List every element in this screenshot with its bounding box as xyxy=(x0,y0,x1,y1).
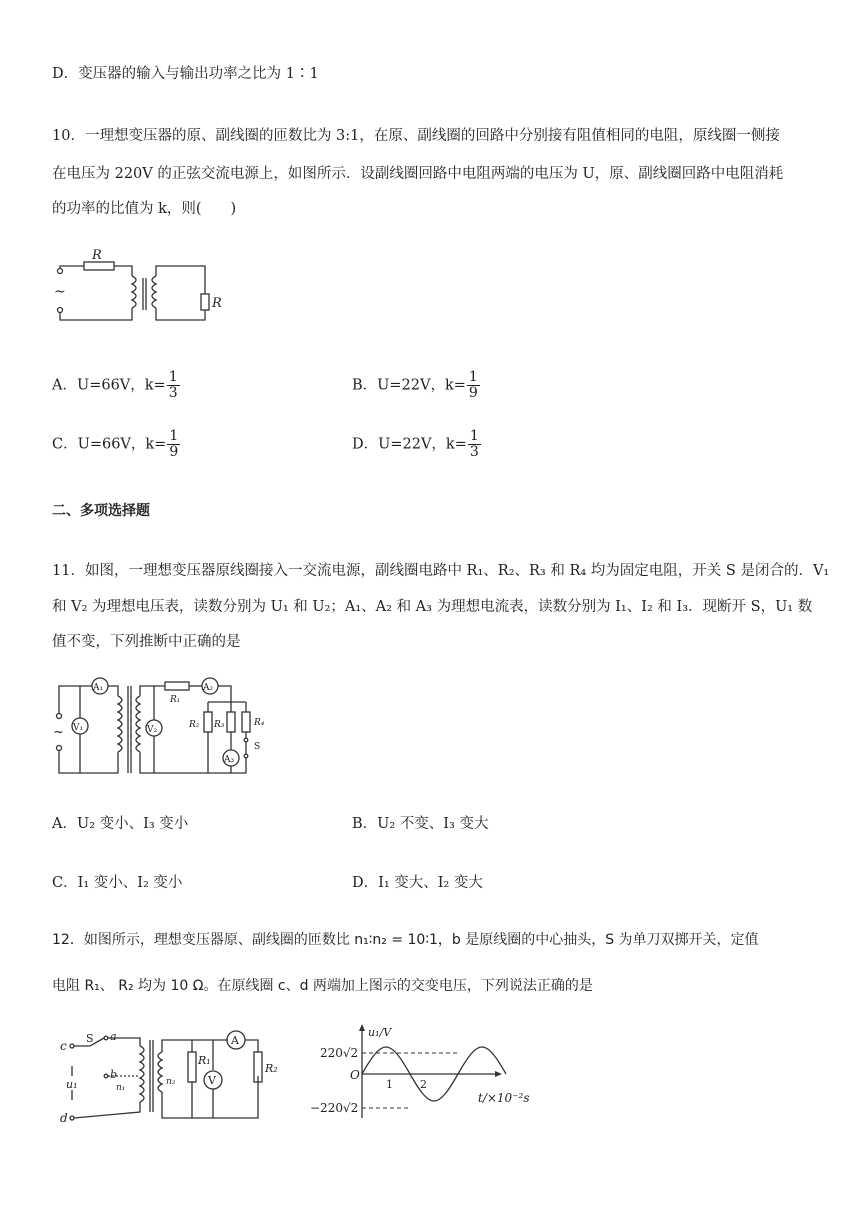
q12-voltage-graph xyxy=(306,1022,598,1122)
q12-graph-y-label: u₁/V xyxy=(368,1026,392,1039)
q12-voltmeter-label: V xyxy=(208,1074,216,1087)
q11-option-d[interactable]: D．I₁ 变大、I₂ 变大 xyxy=(352,875,483,891)
q10-terminal-bottom xyxy=(58,308,63,313)
q12-graph-tick-2: 2 xyxy=(420,1078,427,1091)
q11-r4-label: R₄ xyxy=(254,718,265,728)
q11-a1-label: A₁ xyxy=(93,683,104,693)
q11-option-b[interactable]: B．U₂ 不变、I₃ 变大 xyxy=(352,816,489,832)
arrow-icon xyxy=(359,1024,365,1031)
q12-switch-label: S xyxy=(86,1032,94,1045)
q10-secondary-coil xyxy=(152,276,156,308)
q12-graph-ymin-label: −220√2 xyxy=(310,1101,359,1115)
q12-resistor-r1 xyxy=(188,1052,196,1082)
q12-terminal-c-label: c xyxy=(60,1039,67,1053)
q11-v1-label: V₁ xyxy=(73,723,84,733)
q10-text-line3: 的功率的比值为 k，则( ) xyxy=(52,201,237,217)
q11-v2-label: V₂ xyxy=(147,725,158,735)
q11-r3-label: R₃ xyxy=(214,720,225,730)
q10-option-a[interactable] xyxy=(52,370,180,401)
q10-option-b-text: B．U=22V，k= xyxy=(352,377,466,394)
q11-a2-label: A₂ xyxy=(203,683,214,693)
fraction-numerator: 1 xyxy=(469,428,479,444)
q12-n1-label: n₁ xyxy=(116,1083,126,1093)
q10-option-a-text: A．U=66V，k= xyxy=(52,377,166,394)
q12-secondary-coil xyxy=(158,1052,162,1092)
q10-option-c-text: C．U=66V，k= xyxy=(52,436,167,453)
q10-ac-source-symbol: ~ xyxy=(54,284,66,300)
q10-terminal-top xyxy=(58,269,63,274)
fraction-denominator: 9 xyxy=(169,444,179,460)
fraction-numerator: 1 xyxy=(169,428,179,444)
fraction-numerator: 1 xyxy=(468,369,478,385)
q10-option-b-fraction xyxy=(467,370,480,401)
q10-option-b[interactable] xyxy=(352,370,480,401)
q12-ammeter-label: A xyxy=(231,1034,239,1047)
arrow-icon xyxy=(495,1071,502,1077)
q12-graph-x-label: t/×10⁻²s xyxy=(478,1091,530,1105)
q10-option-d[interactable] xyxy=(352,429,481,460)
fraction-denominator: 9 xyxy=(468,385,478,401)
q11-r1-label: R₁ xyxy=(170,695,181,705)
section-heading: 二、多项选择题 xyxy=(52,503,150,519)
q12-r2-label: R₂ xyxy=(265,1062,278,1075)
q10-resistor-secondary-label: R xyxy=(212,296,222,311)
fraction-denominator: 3 xyxy=(168,385,178,401)
q10-resistor-secondary xyxy=(201,294,209,310)
q11-secondary-coil xyxy=(136,696,140,752)
q12-u1-label: u₁ xyxy=(66,1078,78,1091)
q11-ac-source-symbol: ~ xyxy=(53,725,64,740)
q10-option-a-fraction xyxy=(167,370,180,401)
q11-option-a[interactable]: A．U₂ 变小、I₃ 变小 xyxy=(52,816,189,832)
q10-text-line2: 在电压为 220V 的正弦交流电源上，如图所示．设副线圈回路中电阻两端的电压为 U，原、副线圈回路中电阻消耗 xyxy=(52,166,784,182)
q11-s-label: S xyxy=(254,742,261,752)
q12-text-line1: 12．如图所示，理想变压器原、副线圈的匝数比 n₁∶n₂ = 10∶1，b 是原线圈的中心抽头，S 为单刀双掷开关，定值 xyxy=(52,932,759,948)
q12-text-line2: 电阻 R₁、 R₂ 均为 10 Ω。在原线圈 c、d 两端加上图示的交变电压，下列说法正确的是 xyxy=(52,978,593,994)
q12-terminal-d-label: d xyxy=(60,1111,68,1125)
q10-option-c-fraction xyxy=(167,429,180,460)
q12-graph-ymax-label: 220√2 xyxy=(320,1046,359,1060)
fraction-denominator: 3 xyxy=(469,444,479,460)
q10-text-line1: 10．一理想变压器的原、副线圈的匝数比为 3:1，在原、副线圈的回路中分别接有阻值相同的电阻，原线圈一侧接 xyxy=(52,128,780,144)
q10-option-d-fraction xyxy=(468,429,481,460)
q11-resistor-r1 xyxy=(165,682,189,690)
q11-a3-label: A₃ xyxy=(224,755,235,765)
q11-resistor-r3 xyxy=(227,712,235,732)
fraction-numerator: 1 xyxy=(168,369,178,385)
q11-text-line1: 11．如图，一理想变压器原线圈接入一交流电源，副线圈电路中 R₁、R₂、R₃ 和 R₄ 均为固定电阻，开关 S 是闭合的．V₁ xyxy=(52,563,830,579)
q10-primary-coil xyxy=(132,276,136,308)
q12-tap-b-label: b xyxy=(110,1068,118,1081)
q11-resistor-r4 xyxy=(242,712,250,732)
q10-circuit-figure xyxy=(50,246,230,336)
q12-primary-coil xyxy=(140,1046,144,1102)
q12-n2-label: n₂ xyxy=(166,1077,176,1087)
q11-primary-coil xyxy=(118,696,122,752)
q10-option-d-text: D．U=22V，k= xyxy=(352,436,467,453)
q10-resistor-primary xyxy=(84,262,114,270)
q11-option-c[interactable]: C．I₁ 变小、I₂ 变小 xyxy=(52,875,183,891)
q11-resistor-r2 xyxy=(204,712,212,732)
q11-text-line2: 和 V₂ 为理想电压表，读数分别为 U₁ 和 U₂；A₁、A₂ 和 A₃ 为理想电流表，读数分别为 I₁、I₂ 和 I₃．现断开 S，U₁ 数 xyxy=(52,599,813,615)
q10-resistor-primary-label: R xyxy=(92,248,102,263)
q12-tap-a-label: a xyxy=(110,1030,117,1043)
q9-option-d: D．变压器的输入与输出功率之比为 1∶1 xyxy=(52,66,319,82)
q10-option-c[interactable] xyxy=(52,429,180,460)
q11-text-line3: 值不变，下列推断中正确的是 xyxy=(52,634,241,650)
q11-r2-label: R₂ xyxy=(189,720,200,730)
q12-graph-tick-1: 1 xyxy=(386,1078,393,1091)
q12-r1-label: R₁ xyxy=(198,1054,211,1067)
q12-circuit-figure xyxy=(58,1026,278,1128)
q11-circuit-figure xyxy=(50,676,275,780)
q12-graph-origin-label: O xyxy=(350,1068,360,1082)
